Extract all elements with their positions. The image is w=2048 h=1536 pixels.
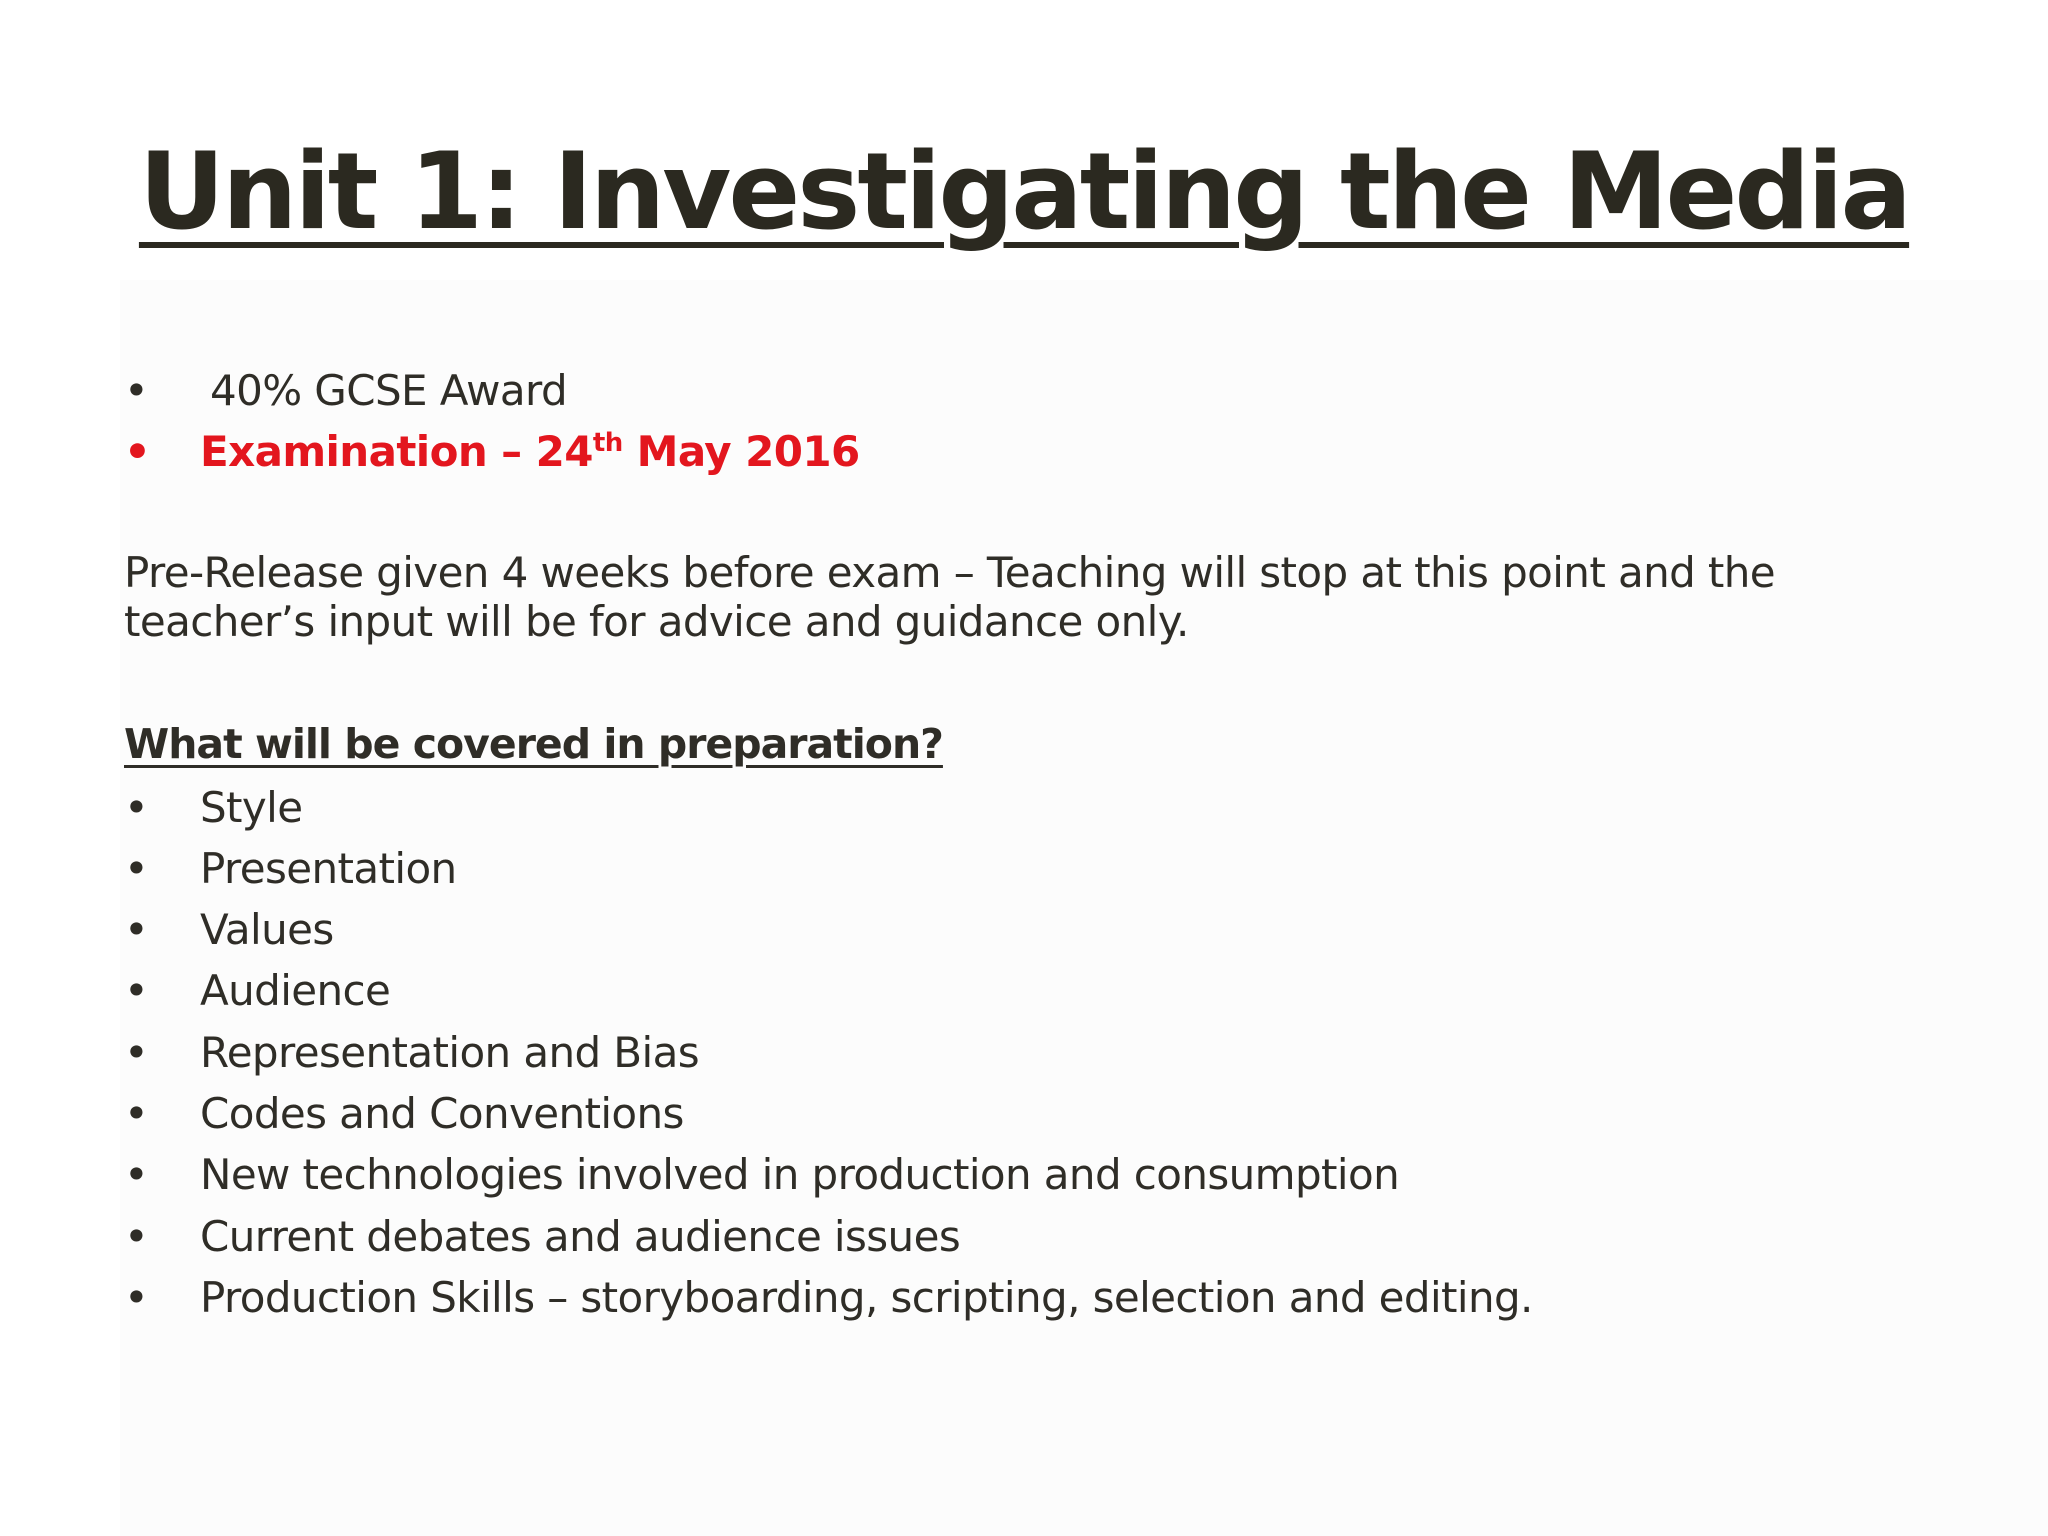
bullet-dot: • [124, 1089, 149, 1138]
topic-item-text: Values [200, 905, 334, 954]
section-heading: What will be covered in preparation? [124, 720, 943, 768]
examination-date-superscript: th [592, 428, 623, 458]
bullet-gcse-award-text: 40% GCSE Award [210, 366, 568, 415]
bullet-dot: • [124, 1150, 149, 1199]
bullet-dot: • [124, 1028, 149, 1077]
topic-item-text: New technologies involved in production and consumption [200, 1150, 1400, 1199]
examination-date-prefix: Examination – 24 [200, 427, 593, 476]
slide-title [0, 128, 2048, 255]
topic-item-text: Production Skills – storyboarding, scripting, selection and editing. [200, 1273, 1533, 1322]
bullet-dot: • [124, 1212, 149, 1261]
bullet-dot: • [124, 844, 149, 893]
topic-item-text: Presentation [200, 844, 457, 893]
examination-date-text [200, 427, 860, 477]
pre-release-paragraph [124, 548, 1944, 646]
topic-item-text: Audience [200, 966, 391, 1015]
bullet-dot: • [124, 966, 149, 1015]
bullet-dot: • [124, 366, 149, 415]
pre-release-paragraph-line-1: Pre-Release given 4 weeks before exam – Teaching will stop at this point and the [124, 548, 1776, 597]
bullet-dot: • [124, 905, 149, 954]
bullet-dot: • [124, 427, 151, 476]
topic-item-text: Representation and Bias [200, 1028, 699, 1077]
bullet-dot: • [124, 783, 149, 832]
topic-item-text: Style [200, 783, 303, 832]
bullet-dot: • [124, 1273, 149, 1322]
slide-title-text: Unit 1: Investigating the Media [138, 130, 1910, 253]
topic-item-text: Codes and Conventions [200, 1089, 684, 1138]
pre-release-paragraph-line-2: teacher’s input will be for advice and guidance only. [124, 597, 1189, 646]
topic-item-text: Current debates and audience issues [200, 1212, 961, 1261]
examination-date-suffix: May 2016 [622, 427, 860, 476]
